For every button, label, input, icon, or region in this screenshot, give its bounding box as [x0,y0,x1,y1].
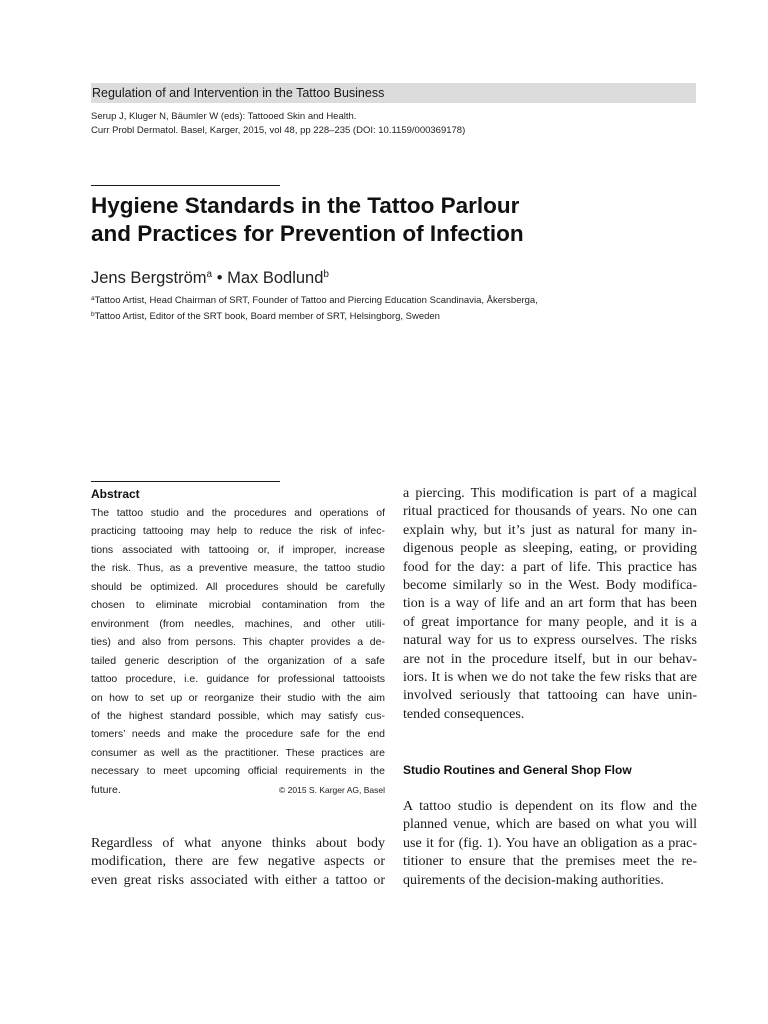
body-line: are not in the procedure itself, but in our behav- [403,651,697,667]
body-line: natural way for us to express ourselves. The risks [403,633,697,649]
abstract-rule [91,481,280,482]
body-line: iors. It is when we do not take the few risks that are [403,670,697,686]
body-line: tion is a way of life and an art form that has been [403,596,697,612]
section-title: Regulation of and Intervention in the Tattoo Business [92,86,385,100]
citation [91,110,696,138]
affiliation [91,308,696,324]
abstract-line: environment (from needles, machines, and other utili- [91,617,385,630]
title-line: and Practices for Prevention of Infection [91,221,524,246]
body-line: use it for (fig. 1). You have an obligation as a prac- [403,835,697,851]
abstract-line: tomers’ needs and make the procedure safe for the end [91,728,385,741]
abstract-line: future. [91,783,121,796]
body-line: even great risks associated with either a tattoo or [91,872,385,888]
subsection-heading: Studio Routines and General Shop Flow [403,763,632,777]
affiliations [91,292,696,324]
section-header-bar [91,83,696,103]
abstract-heading: Abstract [91,487,140,501]
abstract-line: tions associated with tattooing or, if improper, increase [91,543,385,556]
abstract-line: tailed generic description of the organization of a safe [91,654,385,667]
affiliation [91,292,696,308]
citation-line: Curr Probl Dermatol. Basel, Karger, 2015, vol 48, pp 228–235 (DOI: 10.1159/000369178) [91,125,466,136]
body-line: titioner to ensure that the premises meet the re- [403,854,697,870]
abstract-line: on how to set up or reorganize their studio with the aim [91,691,385,704]
affiliation-marker: b [91,311,95,318]
title-line: Hygiene Standards in the Tattoo Parlour [91,193,520,218]
abstract-line: the risk. Thus, as a preventive measure, the tattoo studio [91,562,385,575]
body-line: food for the day: a part of life. This practice has [403,559,697,575]
body-line: tended consequences. [403,706,525,722]
article-title [91,192,696,248]
abstract-section [91,486,385,799]
intro-paragraph [91,835,385,890]
affiliation-text: Tattoo Artist, Editor of the SRT book, Board member of SRT, Helsingborg, Sweden [94,311,440,322]
abstract-line: necessary to meet upcoming official requirements in the [91,765,385,778]
body-line: Regardless of what anyone thinks about body [91,836,385,851]
author-name: Jens Bergström [91,269,207,287]
body-line: A tattoo studio is dependent on its flow and the [403,799,697,814]
body-line: a piercing. This modification is part of a magical [403,486,697,501]
title-rule [91,185,280,186]
author-affil-marker: a [206,269,213,280]
author-name: Max Bodlund [227,269,324,287]
author-affil-marker: b [323,269,329,280]
abstract-line: The tattoo studio and the procedures and operations of [91,507,385,519]
body-line: digenous people as sleeping, eating, or providing [403,541,697,557]
author-separator: • [216,269,223,287]
abstract-line: should be optimized. All procedures should be carefully [91,580,385,593]
abstract-line: of the highest standard possible, which may satisfy cus- [91,709,385,722]
subsection-paragraph [403,798,697,890]
authors [91,264,329,289]
abstract-line: ties) and also from persons. This chapter provides a de- [91,636,385,649]
body-line: modification, there are few negative aspects or [91,854,385,870]
abstract-line: consumer as well as the practitioner. These practices are [91,746,385,759]
abstract-line: chosen to eliminate microbial contamination from the [91,599,385,612]
body-line: become similarly so in the West. Body modifica- [403,578,697,594]
affiliation-marker: a [91,295,95,302]
body-line: planned venue, which are based on what you will [403,817,697,833]
body-line: involved seriously that tattooing can have unin- [403,688,697,704]
body-line: ritual practiced for thousands of years. No one can [403,504,697,520]
body-line: explain why, but it’s just as natural for many in- [403,522,697,538]
abstract-last-line [91,781,385,799]
intro-continued [403,485,697,724]
body-line: of great importance for many people, and it is a [403,614,697,630]
copyright-notice: © 2015 S. Karger AG, Basel [279,784,385,795]
abstract-body [91,504,385,799]
citation-line: Serup J, Kluger N, Bäumler W (eds): Tattooed Skin and Health. [91,111,357,122]
affiliation-text: Tattoo Artist, Head Chairman of SRT, Founder of Tattoo and Piercing Education Scandinavia, Åkersberga, [94,295,538,306]
abstract-line: practicing tattooing may help to reduce the risk of infec- [91,525,385,538]
body-line: quirements of the decision-making authorities. [403,872,664,888]
abstract-line: tattoo procedure, i.e. guidance for professional tattooists [91,673,385,686]
